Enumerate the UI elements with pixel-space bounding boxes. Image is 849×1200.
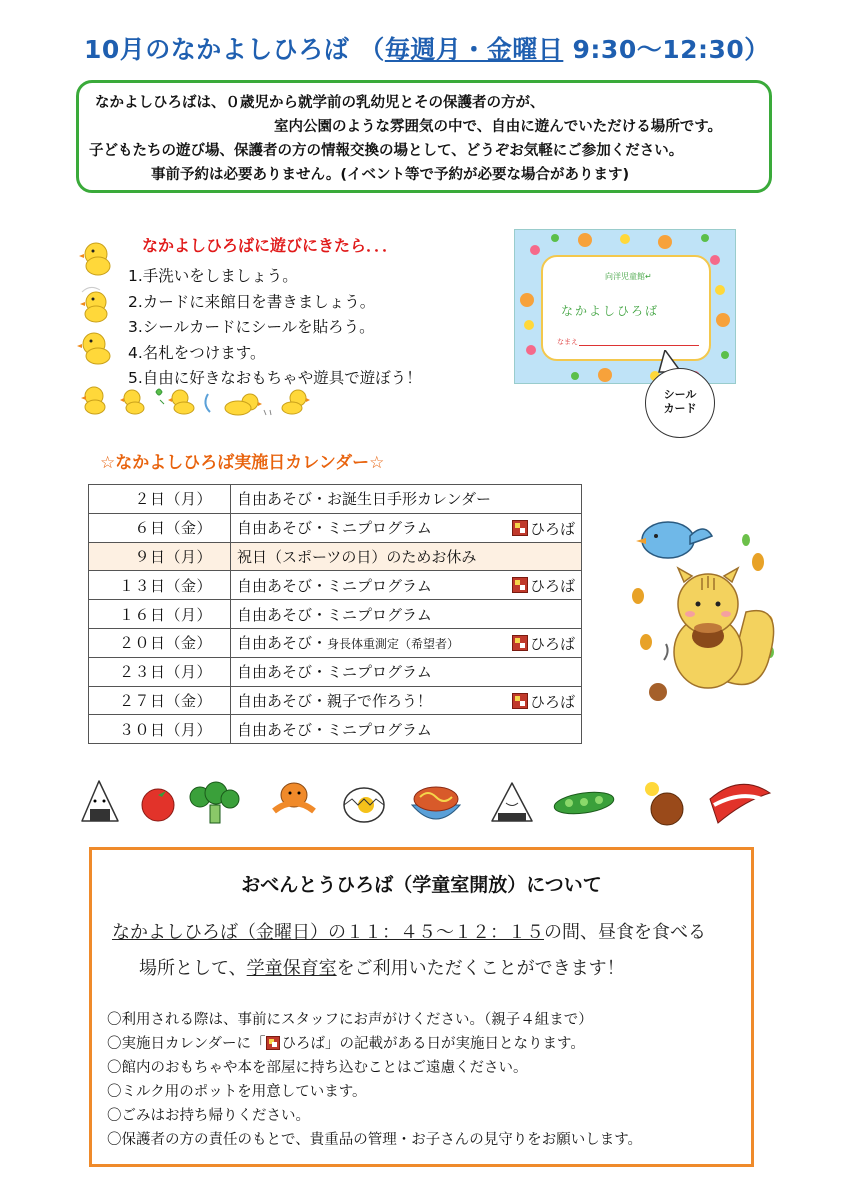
calendar-table — [88, 484, 582, 744]
boiled-egg-icon — [344, 788, 384, 822]
edamame-icon — [553, 789, 615, 817]
table-row: ２日（月） 自由あそび・お誕生日手形カレンダー — [89, 485, 582, 514]
squirrel-bird-illustration-icon — [628, 512, 778, 707]
hiroba-badge: ひろば — [512, 575, 575, 596]
tomato-icon — [142, 789, 174, 821]
bento-icon — [512, 577, 528, 593]
table-row: ６日（金） 自由あそび・ミニプログラム ひろば — [89, 513, 582, 542]
broccoli-icon — [190, 782, 239, 823]
card-small-text: 向洋児童館↵ — [605, 272, 652, 281]
table-row: ２７日（金） 自由あそび・親子で作ろう！ ひろば — [89, 686, 582, 715]
octopus-wiener-icon — [274, 783, 314, 811]
bento-icon — [512, 635, 528, 651]
hiroba-badge: ひろば — [512, 691, 575, 712]
intro-line: 事前予約は必要ありません。(イベント等で予約が必要な場合があります) — [151, 167, 630, 183]
table-row: ３０日（月） 自由あそび・ミニプログラム — [89, 715, 582, 744]
intro-box — [76, 80, 772, 193]
intro-line: なかよしひろばは、０歳児から就学前の乳幼児とその保護者の方が、 — [95, 95, 545, 111]
bento-lead-line: 場所として、学童保育室をご利用いただくことができます！ — [139, 958, 625, 979]
title-main: 10月のなかよしひろば — [84, 35, 350, 64]
title-time: 9:30～12:30 — [563, 35, 745, 64]
title-schedule: （毎週月・金曜日 9:30～12:30） — [359, 35, 770, 64]
steps-heading: なかよしひろばに遊びにきたら．．． — [142, 236, 399, 255]
list-item: 〇ごみはお持ち帰りください。 — [107, 1108, 310, 1124]
list-item: 〇実施日カレンダーに「 ひろば」の記載がある日が実施日となります。 — [107, 1036, 585, 1052]
rice-ball-smile-icon — [492, 783, 532, 821]
list-item: 1.手洗いをしましょう。 — [128, 267, 298, 285]
card-name-line — [579, 345, 699, 346]
hiroba-badge: ひろば — [512, 633, 575, 654]
bento-notes — [107, 1008, 642, 1152]
intro-line: 子どもたちの遊び場、保護者の方の情報交換の場として、どうぞお気軽にご参加ください。 — [89, 143, 684, 159]
bento-icon — [512, 520, 528, 536]
list-item: 4.名札をつけます。 — [128, 343, 266, 362]
card-name: なかよしひろば — [561, 304, 660, 318]
title-days: 毎週月・金曜日 — [384, 35, 564, 64]
table-row: ２０日（金） 自由あそび・身長体重測定（希望者） ひろば — [89, 628, 582, 657]
table-row: １３日（金） 自由あそび・ミニプログラム ひろば — [89, 571, 582, 600]
calendar-heading: ☆なかよしひろば実施日カレンダー☆ — [100, 453, 385, 473]
list-item: 2.カードに来館日を書きましょう。 — [128, 292, 376, 311]
spaghetti-icon — [412, 787, 460, 819]
salmon-icon — [710, 784, 770, 823]
bento-icon — [512, 693, 528, 709]
bento-icon — [266, 1036, 280, 1050]
list-item: 〇館内のおもちゃや本を部屋に持ち込むことはご遠慮ください。 — [107, 1060, 528, 1076]
card-name-label: なまえ — [557, 338, 578, 346]
sticker-card-bubble: シール カード — [645, 368, 715, 438]
food-icons-row — [74, 775, 774, 829]
list-item: 〇ミルク用のポットを用意しています。 — [107, 1084, 367, 1100]
steps-list — [128, 264, 422, 392]
sticker-card-image — [514, 229, 736, 384]
list-item: 〇保護者の方の責任のもとで、貴重品の管理・お子さんの見守りをお願いします。 — [107, 1132, 643, 1148]
page-title — [84, 30, 770, 66]
card-panel — [541, 255, 711, 361]
table-row: １６日（月） 自由あそび・ミニプログラム — [89, 600, 582, 629]
bento-info-box — [89, 847, 754, 1167]
table-row: ９日（月） 祝日（スポーツの日）のためお休み — [89, 542, 582, 571]
bento-title: おべんとうひろば（学童室開放）について — [241, 874, 602, 896]
bento-lead-line: なかよしひろば（金曜日）の１１：４５～１２：１５の間、昼食を食べる — [112, 922, 706, 943]
intro-line: 室内公園のような雰囲気の中で、自由に遊んでいただける場所です。 — [274, 119, 723, 135]
hiroba-badge: ひろば — [512, 518, 575, 539]
croquette-icon — [645, 782, 683, 825]
onigiri-icon — [82, 781, 118, 821]
list-item: 5.自由に好きなおもちゃや遊具で遊ぼう！ — [128, 369, 422, 387]
list-item: 〇利用される際は、事前にスタッフにお声がけください。（親子４組まで） — [107, 1012, 593, 1028]
list-item: 3.シールカードにシールを貼ろう。 — [128, 318, 375, 336]
table-row: ２３日（月） 自由あそび・ミニプログラム — [89, 657, 582, 686]
